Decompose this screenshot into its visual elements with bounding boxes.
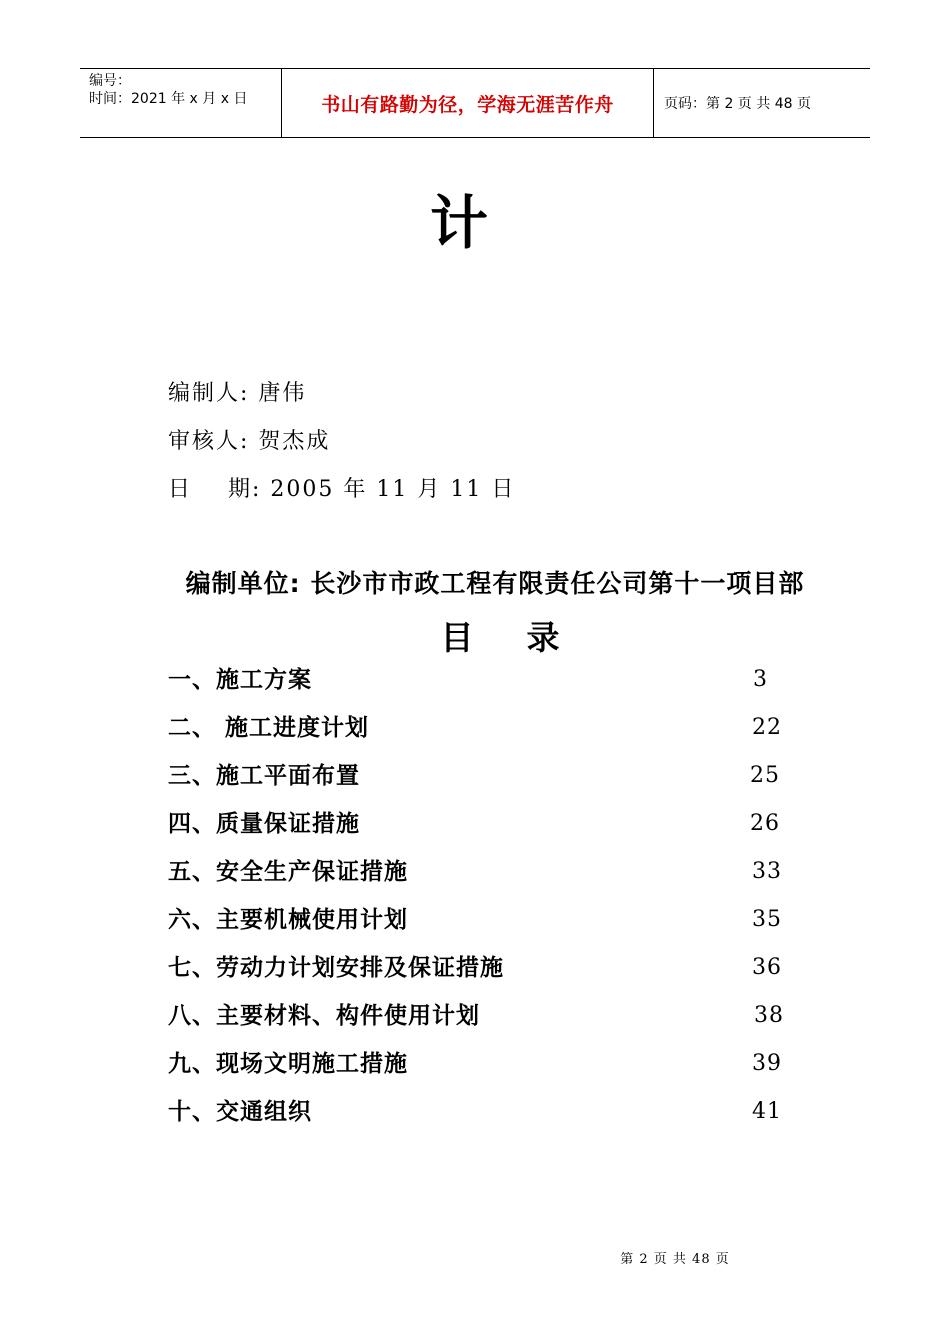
toc-item [168,902,788,950]
toc-item [168,806,788,854]
toc-item-page: 38 [754,1003,784,1028]
toc-item [168,758,788,806]
toc-title: 目 录 [440,618,570,657]
page-footer: 第 2 页 共 48 页 [620,1252,730,1267]
date-line: 日 期: 2005 年 11 月 11 日 [168,477,516,502]
toc-item [168,854,788,902]
toc-item-page: 33 [752,859,782,884]
toc-item-label: 五、安全生产保证措施 [168,859,408,885]
toc-item-label: 十、交通组织 [168,1099,312,1125]
reviewer-line: 审核人: 贺杰成 [168,429,331,454]
toc-item [168,950,788,998]
toc-item [168,1094,788,1142]
toc-item-page: 3 [753,667,768,692]
document-header [80,68,870,138]
toc-item-label: 四、质量保证措施 [168,811,360,837]
compiling-unit: 编制单位: 长沙市市政工程有限责任公司第十一项目部 [185,569,805,598]
table-of-contents [168,662,788,1142]
toc-item [168,1046,788,1094]
toc-item-label: 一、施工方案 [168,667,312,693]
page-title-fragment: 计 [429,189,488,257]
toc-item-label: 二、 施工进度计划 [168,715,370,741]
toc-item-label: 九、现场文明施工措施 [168,1051,408,1077]
header-page-info: 页码：第 2 页 共 48 页 [664,96,811,112]
toc-item [168,662,788,710]
toc-item [168,998,788,1046]
toc-item-page: 25 [750,763,780,788]
toc-item-label: 八、主要材料、构件使用计划 [168,1003,480,1029]
compiler-line: 编制人: 唐伟 [168,381,307,406]
toc-item-page: 41 [752,1099,782,1124]
toc-item-page: 22 [752,715,782,740]
toc-item-label: 七、劳动力计划安排及保证措施 [168,955,504,981]
toc-item-label: 三、施工平面布置 [168,763,360,789]
time-label: 时间：2021 年 x 月 x 日 [89,91,248,107]
number-label: 编号： [89,73,131,89]
header-motto: 书山有路勤为径，学海无涯苦作舟 [282,69,654,137]
toc-item-page: 36 [752,955,782,980]
toc-item-page: 35 [752,907,782,932]
toc-item-label: 六、主要机械使用计划 [168,907,408,933]
toc-item-page: 39 [752,1051,782,1076]
header-left-cell [80,69,282,137]
toc-item [168,710,788,758]
toc-item-page: 26 [750,811,780,836]
